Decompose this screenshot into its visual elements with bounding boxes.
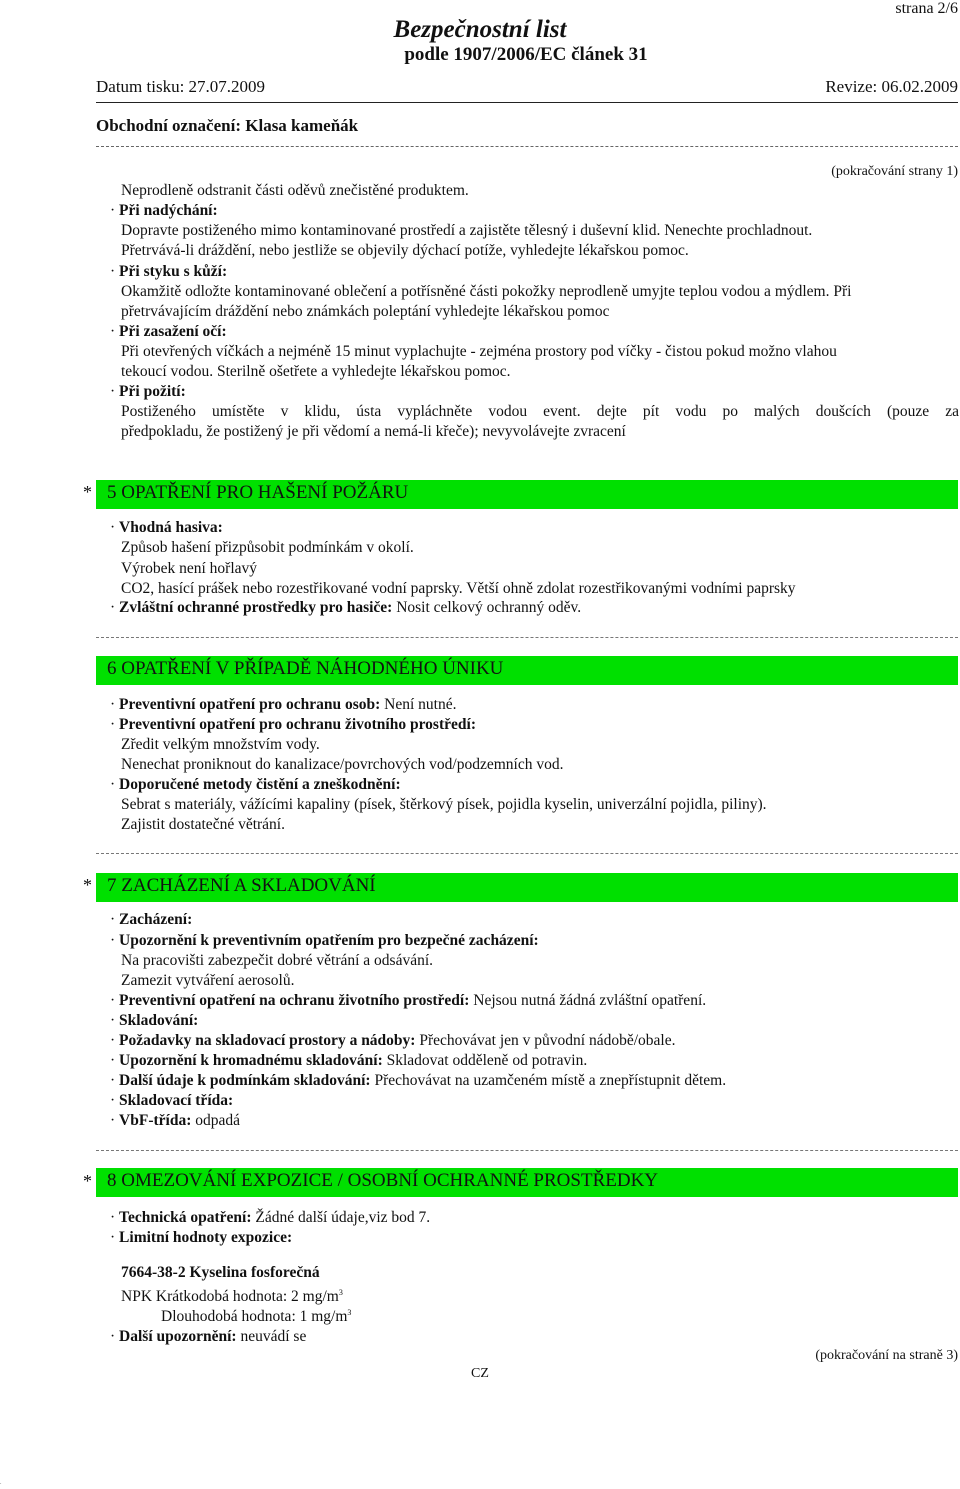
ingestion-heading: · Při požití:: [110, 383, 186, 400]
revision-star: *: [83, 482, 92, 502]
npk-long-term: Dlouhodobá hodnota: 1 $mg/m^3$: [161, 1308, 352, 1326]
extinguishing-media-heading: · Vhodná hasiva:: [110, 519, 223, 536]
section-6-header: [96, 656, 958, 685]
trade-value: Klasa kameňák: [245, 116, 359, 135]
revision-date: Revize: 06.02.2009: [825, 77, 958, 96]
section-8-header: [96, 1168, 958, 1197]
header-divider: [96, 146, 958, 147]
print-date: Datum tisku: 27.07.2009: [96, 77, 266, 96]
continued-from: (pokračování strany 1): [831, 164, 958, 179]
extinguishing-media-text: CO2, hasící prášek nebo rozestřikované vodní paprsky. Větší ohně zdolat rozestřikovanými vodními paprsky: [121, 580, 796, 597]
section-5-title: 5 OPATŘENÍ PRO HAŠENÍ POŽÁRU: [107, 482, 409, 503]
handling-heading: · Zacházení:: [110, 911, 193, 928]
environmental-precautions-text: Zředit velkým množstvím vody.: [121, 736, 320, 753]
language-code: CZ: [471, 1366, 489, 1381]
skin-heading: · Při styku s kůží:: [110, 263, 228, 280]
section-8-title: 8 OMEZOVÁNÍ EXPOZICE / OSOBNÍ OCHRANNÉ PROSTŘEDKY: [107, 1170, 659, 1191]
section-divider: [96, 637, 958, 638]
section-divider: [96, 1150, 958, 1151]
page-number: strana 2/6: [895, 0, 958, 17]
further-notes: · Další upozornění: neuvádí se: [110, 1328, 307, 1345]
trade-label: Obchodní označení:: [96, 116, 241, 135]
storage-requirements: · Požadavky na skladovací prostory a nádoby: Přechovávat jen v původní nádobě/obale.: [110, 1032, 676, 1049]
storage-class: · Skladovací třída:: [110, 1092, 234, 1109]
revision-star: *: [83, 875, 92, 895]
section-7-title: 7 ZACHÁZENÍ A SKLADOVÁNÍ: [107, 875, 376, 896]
inhalation-text: Dopravte postiženého mimo kontaminované prostředí a zajistěte tělesný i duševní klid. Nenechte prochladnout.: [121, 222, 813, 239]
inhalation-heading: · Při nadýchání:: [110, 202, 218, 219]
fire-protection: · Preventivní opatření na ochranu životního prostředí: Nejsou nutná žádná zvláštní opatření.: [110, 992, 707, 1009]
substance-name: 7664-38-2 Kyselina fosforečná: [121, 1264, 320, 1281]
trade-name: [96, 116, 358, 136]
vbf-class: · VbF-třída: odpadá: [110, 1112, 241, 1129]
further-storage-info: · Další údaje k podmínkám skladování: Přechovávat na uzamčeném místě a znepřístupnit dětem.: [110, 1072, 727, 1089]
safe-handling-text: Zamezit vytváření aerosolů.: [121, 972, 295, 989]
technical-measures: · Technická opatření: Žádné další údaje,viz bod 7.: [110, 1209, 431, 1226]
extinguishing-media-text: Výrobek není hořlavý: [121, 560, 258, 577]
firefighter-equipment: · Zvláštní ochranné prostředky pro hasiče: Nosit celkový ochranný oděv.: [110, 599, 582, 616]
inhalation-text: Přetrvává-li dráždění, nebo jestliže se objevily dýchací potíže, vyhledejte lékařskou pomoc.: [121, 242, 689, 259]
header-rule: [96, 102, 958, 103]
safe-handling-text: Na pracovišti zabezpečit dobré větrání a odsávání.: [121, 952, 434, 969]
section-divider: [96, 853, 958, 854]
skin-text: Okamžitě odložte kontaminované oblečení a potřísněné části pokožky neprodleně umyjte teplou vodou a mýdlem. Při: [121, 283, 852, 300]
ingestion-text: předpokladu, že postižený je při vědomí a nemá-li křeče); nevyvolávejte zvracení: [121, 423, 626, 440]
extinguishing-media-text: Způsob hašení přizpůsobit podmínkám v okolí.: [121, 539, 414, 556]
skin-text: přetrvávajícím dráždění nebo známkách poleptání vyhledejte lékařskou pomoc: [121, 303, 610, 320]
corner-mark: .: [0, 1480, 2, 1486]
eye-heading: · Při zasažení očí:: [110, 323, 227, 340]
first-aid-text: Neprodleně odstranit části oděvů znečistěné produktem.: [121, 182, 469, 199]
storage-heading: · Skladování:: [110, 1012, 199, 1029]
environmental-precautions-heading: · Preventivní opatření pro ochranu životního prostředí:: [110, 716, 476, 733]
revision-star: *: [83, 1171, 92, 1191]
document-title: Bezpečnostní list: [393, 16, 567, 43]
cleanup-text: Sebrat s materiály, vážícími kapaliny (písek, štěrkový písek, pojidla kyselin, univerzální pojidla, piliny).: [121, 796, 767, 813]
npk-short-term: NPK Krátkodobá hodnota: 2 $mg/m^3$: [121, 1288, 343, 1306]
personal-precautions: · Preventivní opatření pro ochranu osob: Není nutné.: [110, 696, 457, 713]
cleanup-text: Zajistit dostatečné větrání.: [121, 816, 285, 833]
cleanup-heading: · Doporučené metody čistění a zneškodnění:: [110, 776, 401, 793]
safe-handling-heading: · Upozornění k preventivním opatřením pro bezpečné zacházení:: [110, 932, 539, 949]
section-6-title: 6 OPATŘENÍ V PŘÍPADĚ NÁHODNÉHO ÚNIKU: [107, 658, 504, 679]
section-7-header: [96, 873, 958, 902]
section-5-header: [96, 480, 958, 509]
eye-text: Při otevřených víčkách a nejméně 15 minut vyplachujte - zejména prostory pod víčky - čistou pokud možno vlahou: [121, 343, 837, 360]
continued-to: (pokračování na straně 3): [815, 1348, 958, 1363]
environmental-precautions-text: Nenechat proniknout do kanalizace/povrchových vod/podzemních vod.: [121, 756, 564, 773]
joint-storage: · Upozornění k hromadnému skladování: Skladovat odděleně od potravin.: [110, 1052, 588, 1069]
eye-text: tekoucí vodou. Sterilně ošetřete a vyhledejte lékařskou pomoc.: [121, 363, 511, 380]
exposure-limits-heading: · Limitní hodnoty expozice:: [110, 1229, 293, 1246]
ingestion-text: Postiženého umístěte v klidu, ústa vypláchněte vodou event. dejte pít vodu po malých doušcích (pouze za: [121, 403, 959, 420]
document-subtitle: podle 1907/2006/EC článek 31: [404, 44, 648, 65]
